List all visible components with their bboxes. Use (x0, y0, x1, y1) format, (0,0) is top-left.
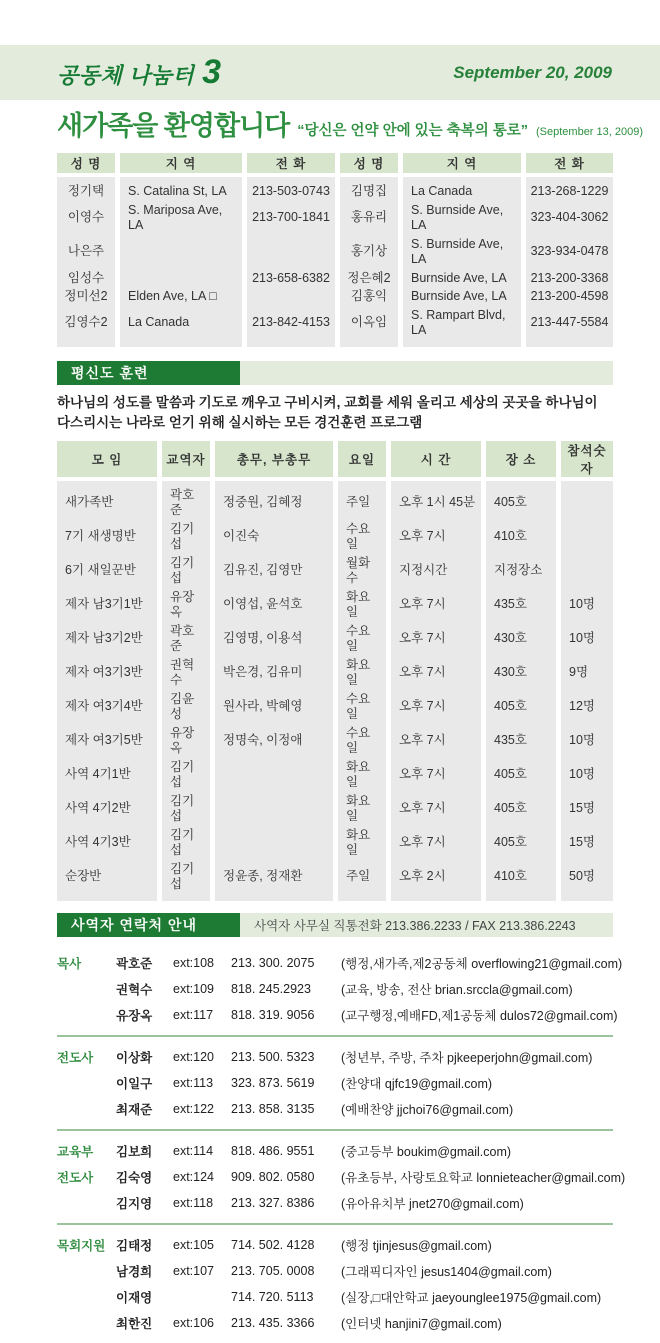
training-cell (215, 792, 333, 826)
member-name: 정기택 (57, 177, 115, 201)
training-cell: 405호 (486, 690, 556, 724)
contact-note: (청년부, 주방, 주차 pjkeeperjohn@gmail.com) (341, 1050, 593, 1065)
training-cell: 순장반 (57, 860, 157, 901)
member-name: 김영수2 (57, 306, 115, 347)
contact-row (57, 1070, 613, 1096)
training-col-header: 장 소 (486, 441, 556, 481)
training-cell (215, 758, 333, 792)
training-col-header: 참석숫자 (561, 441, 613, 481)
training-table-body (57, 481, 613, 901)
member-phone (247, 235, 335, 269)
member-phone: 323-934-0478 (526, 235, 613, 269)
table-row (57, 520, 613, 554)
training-cell: 오후 7시 (391, 792, 481, 826)
table-row (57, 758, 613, 792)
contact-note: (행정,새가족,제2공동체 overflowing21@gmail.com) (341, 956, 623, 971)
contact-name: 유장옥 (116, 1008, 153, 1023)
training-cell: 수요일 (338, 520, 386, 554)
training-cell: 435호 (486, 724, 556, 758)
contact-extension: ext:105 (173, 1237, 215, 1252)
contact-name: 이일구 (116, 1076, 153, 1091)
training-cell: 김윤성 (162, 690, 210, 724)
table-row (57, 235, 613, 269)
training-cell: 정중원, 김혜정 (215, 481, 333, 521)
contact-note: (그래픽디자인 jesus1404@gmail.com) (341, 1264, 552, 1279)
contact-extension: ext:106 (173, 1315, 215, 1330)
member-phone: 213-842-4153 (247, 306, 335, 347)
training-cell: 오후 7시 (391, 656, 481, 690)
member-phone: 323-404-3062 (526, 201, 613, 235)
training-cell: 수요일 (338, 622, 386, 656)
training-description: 하나님의 성도를 말씀과 기도로 깨우고 구비시켜, 교회를 세워 올리고 세상의 곳곳을 하나님이 다스리시는 나라로 얻기 위해 실시하는 모든 경건훈련 프로그램 (57, 394, 598, 430)
member-region: S. Burnside Ave, LA (403, 235, 521, 269)
contact-note: (실장,□대안학교 jaeyounglee1975@gmail.com) (341, 1290, 602, 1305)
table-row (57, 622, 613, 656)
contact-role: 전도사 (57, 1050, 94, 1065)
contact-group (57, 943, 623, 1035)
contact-row (57, 1044, 613, 1070)
masthead (57, 53, 221, 92)
training-cell: 10명 (561, 724, 613, 758)
contact-group (57, 1223, 613, 1343)
table-row (57, 588, 613, 622)
table-row (57, 306, 613, 347)
training-cell: 새가족반 (57, 481, 157, 521)
training-cell: 7기 새생명반 (57, 520, 157, 554)
masthead-banner (0, 45, 660, 100)
training-cell: 오후 7시 (391, 690, 481, 724)
training-cell: 이진숙 (215, 520, 333, 554)
training-cell: 405호 (486, 758, 556, 792)
contact-phone: 818. 486. 9551 (231, 1143, 315, 1158)
new-members-table (52, 153, 618, 347)
member-name: 김명집 (340, 177, 398, 201)
contact-group (57, 1035, 613, 1129)
contact-note: (유초등부, 사랑토요학교 lonnieteacher@gmail.com) (341, 1170, 626, 1185)
training-cell: 430호 (486, 622, 556, 656)
training-cell: 곽호준 (162, 622, 210, 656)
contact-name: 김숙영 (116, 1170, 153, 1185)
training-cell: 정명숙, 이정애 (215, 724, 333, 758)
training-table (52, 441, 618, 901)
training-cell: 제자 남3기1반 (57, 588, 157, 622)
training-cell: 사역 4기2반 (57, 792, 157, 826)
contact-extension: ext:122 (173, 1101, 215, 1116)
training-cell: 화요일 (338, 826, 386, 860)
contact-extension: ext:107 (173, 1263, 215, 1278)
training-cell: 화요일 (338, 792, 386, 826)
member-region: S. Burnside Ave, LA (403, 201, 521, 235)
training-cell: 410호 (486, 520, 556, 554)
contact-note: (유아유치부 jnet270@gmail.com) (341, 1196, 524, 1211)
training-cell: 405호 (486, 826, 556, 860)
training-section-title: 평신도 훈련 (57, 361, 240, 385)
table-row (57, 554, 613, 588)
training-cell: 박은경, 김유미 (215, 656, 333, 690)
member-phone (247, 288, 335, 307)
contact-row (57, 1164, 626, 1190)
contact-note: (교구행정,예배FD,제1공동체 dulos72@gmail.com) (341, 1008, 618, 1023)
contact-group (57, 1129, 626, 1223)
table-row (57, 656, 613, 690)
masthead-title: 공동체 나눔터 (57, 63, 195, 88)
col-header-region: 지 역 (120, 153, 242, 177)
contact-name: 김태정 (116, 1238, 153, 1253)
member-region: Burnside Ave, LA (403, 288, 521, 307)
table-row (57, 177, 613, 201)
member-phone: 213-700-1841 (247, 201, 335, 235)
contacts-section-bar (57, 913, 613, 937)
col-header-name: 성 명 (340, 153, 398, 177)
training-cell: 유장옥 (162, 724, 210, 758)
contact-note: (행정 tjinjesus@gmail.com) (341, 1238, 492, 1253)
page-content (57, 104, 644, 1343)
contact-phone: 213. 300. 2075 (231, 955, 315, 970)
contact-extension: ext:113 (173, 1075, 214, 1090)
welcome-quote: “당신은 언약 안에 있는 축복의 통로” (297, 123, 528, 139)
member-region: S. Rampart Blvd, LA (403, 306, 521, 347)
training-cell: 오후 7시 (391, 588, 481, 622)
member-phone: 213-658-6382 (247, 269, 335, 288)
member-phone: 213-447-5584 (526, 306, 613, 347)
member-phone: 213-268-1229 (526, 177, 613, 201)
training-cell: 김영명, 이용석 (215, 622, 333, 656)
col-header-name: 성 명 (57, 153, 115, 177)
table-row (57, 201, 613, 235)
member-region (120, 269, 242, 288)
table-row (57, 724, 613, 758)
training-cell: 오후 1시 45분 (391, 481, 481, 521)
contacts-section-title: 사역자 연락처 안내 (57, 913, 240, 937)
contact-role: 목사 (57, 956, 82, 971)
training-cell: 화요일 (338, 656, 386, 690)
table-row (57, 826, 613, 860)
contact-name: 곽호준 (116, 956, 153, 971)
member-region: La Canada (403, 177, 521, 201)
training-cell: 10명 (561, 758, 613, 792)
contact-row (57, 1232, 613, 1258)
member-phone: 213-200-4598 (526, 288, 613, 307)
contact-phone: 909. 802. 0580 (231, 1169, 315, 1184)
training-cell: 430호 (486, 656, 556, 690)
training-section-bar (57, 361, 613, 385)
table-row (57, 690, 613, 724)
training-cell: 12명 (561, 690, 613, 724)
training-cell (215, 826, 333, 860)
contact-phone: 213. 705. 0008 (231, 1263, 315, 1278)
training-cell: 유장옥 (162, 588, 210, 622)
contact-phone: 213. 858. 3135 (231, 1101, 315, 1116)
training-cell: 이영섭, 윤석호 (215, 588, 333, 622)
member-phone: 213-200-3368 (526, 269, 613, 288)
contact-phone: 714. 502. 4128 (231, 1237, 315, 1252)
training-cell: 정윤종, 정재환 (215, 860, 333, 901)
member-name: 홍기상 (340, 235, 398, 269)
col-header-phone: 전 화 (247, 153, 335, 177)
training-col-header: 시 간 (391, 441, 481, 481)
member-name: 나은주 (57, 235, 115, 269)
contact-row (57, 1190, 613, 1216)
contact-phone: 818. 319. 9056 (231, 1007, 315, 1022)
training-cell: 오후 2시 (391, 860, 481, 901)
contact-name: 남경희 (116, 1264, 153, 1279)
training-cell: 김기섭 (162, 554, 210, 588)
masthead-date: September 20, 2009 (453, 62, 612, 82)
welcome-title: 새가족을 환영합니다 (57, 111, 290, 141)
member-region: La Canada (120, 306, 242, 347)
contact-note: (찬양대 qjfc19@gmail.com) (341, 1076, 493, 1091)
training-cell: 지정장소 (486, 554, 556, 588)
training-cell: 화요일 (338, 758, 386, 792)
contact-phone: 213. 435. 3366 (231, 1315, 315, 1330)
contact-row (57, 1002, 618, 1028)
member-region: Elden Ave, LA □ (120, 288, 242, 307)
contact-row (57, 1258, 613, 1284)
training-cell: 오후 7시 (391, 622, 481, 656)
training-cell: 수요일 (338, 724, 386, 758)
training-cell: 김유진, 김영만 (215, 554, 333, 588)
training-section-bar-fill (240, 361, 613, 385)
contact-row (57, 976, 613, 1002)
col-header-phone: 전 화 (526, 153, 613, 177)
training-cell: 제자 남3기2반 (57, 622, 157, 656)
new-members-body (57, 177, 613, 347)
member-name: 임성수 (57, 269, 115, 288)
contact-row (57, 1138, 613, 1164)
contact-phone: 213. 500. 5323 (231, 1049, 315, 1064)
contacts-list (57, 943, 626, 1343)
welcome-heading (57, 104, 644, 143)
training-cell: 50명 (561, 860, 613, 901)
training-cell: 화요일 (338, 588, 386, 622)
contact-note: (교육, 방송, 전산 brian.srccla@gmail.com) (341, 982, 573, 997)
member-region: Burnside Ave, LA (403, 269, 521, 288)
training-cell: 김기섭 (162, 826, 210, 860)
training-cell: 사역 4기3반 (57, 826, 157, 860)
training-col-header: 교역자 (162, 441, 210, 481)
training-cell: 410호 (486, 860, 556, 901)
contact-note: (인터넷 hanjini7@gmail.com) (341, 1316, 502, 1331)
member-region (120, 235, 242, 269)
contacts-office-line: 사역자 사무실 직통전화 213.386.2233 / FAX 213.386.2243 (240, 913, 613, 937)
table-row (57, 860, 613, 901)
table-row (57, 269, 613, 288)
col-header-region: 지 역 (403, 153, 521, 177)
contact-row (57, 1284, 613, 1310)
training-cell: 김기섭 (162, 792, 210, 826)
contact-name: 김지영 (116, 1196, 153, 1211)
contact-name: 이상화 (116, 1050, 153, 1065)
training-cell (561, 520, 613, 554)
training-cell: 오후 7시 (391, 520, 481, 554)
contact-role: 전도사 (57, 1170, 94, 1185)
training-cell: 제자 여3기3반 (57, 656, 157, 690)
training-cell: 제자 여3기5반 (57, 724, 157, 758)
contact-role: 교육부 (57, 1144, 94, 1159)
table-row (57, 288, 613, 307)
training-col-header: 요일 (338, 441, 386, 481)
training-cell: 제자 여3기4반 (57, 690, 157, 724)
new-members-header (57, 153, 613, 177)
contact-phone: 818. 245.2923 (231, 981, 311, 996)
contact-name: 김보희 (116, 1144, 153, 1159)
contact-extension: ext:117 (173, 1007, 214, 1022)
welcome-quote-date: (September 13, 2009) (536, 126, 644, 138)
member-phone: 213-503-0743 (247, 177, 335, 201)
training-col-header: 총무, 부총무 (215, 441, 333, 481)
training-cell: 오후 7시 (391, 826, 481, 860)
member-name: 이영수 (57, 201, 115, 235)
contact-name: 권혁수 (116, 982, 153, 997)
training-cell: 주일 (338, 860, 386, 901)
contact-phone: 213. 327. 8386 (231, 1195, 315, 1210)
training-cell: 수요일 (338, 690, 386, 724)
training-cell: 10명 (561, 622, 613, 656)
contact-extension: ext:108 (173, 955, 215, 970)
table-row (57, 481, 613, 521)
contact-extension: ext:118 (173, 1195, 214, 1210)
training-cell: 435호 (486, 588, 556, 622)
member-name: 홍유리 (340, 201, 398, 235)
contact-note: (중고등부 boukim@gmail.com) (341, 1144, 512, 1159)
contact-name: 이재영 (116, 1290, 153, 1305)
contact-row (57, 1310, 613, 1336)
masthead-issue-number: 3 (202, 53, 222, 91)
member-name: 김홍익 (340, 288, 398, 307)
contact-phone: 714. 720. 5113 (231, 1289, 314, 1304)
training-cell: 곽호준 (162, 481, 210, 521)
training-cell: 지정시간 (391, 554, 481, 588)
training-cell: 주일 (338, 481, 386, 521)
member-name: 정미선2 (57, 288, 115, 307)
training-cell: 사역 4기1반 (57, 758, 157, 792)
training-cell: 김기섭 (162, 758, 210, 792)
training-cell: 15명 (561, 826, 613, 860)
contact-row (57, 950, 623, 976)
contact-extension: ext:124 (173, 1169, 215, 1184)
member-name: 이옥임 (340, 306, 398, 347)
member-name: 정은혜2 (340, 269, 398, 288)
contact-role: 목회지원 (57, 1238, 106, 1253)
contact-extension: ext:120 (173, 1049, 215, 1064)
table-row (57, 792, 613, 826)
training-cell: 6기 새일꾼반 (57, 554, 157, 588)
contact-row (57, 1096, 613, 1122)
training-cell (561, 481, 613, 521)
contact-extension: ext:109 (173, 981, 215, 996)
training-cell: 오후 7시 (391, 724, 481, 758)
training-col-header: 모 임 (57, 441, 157, 481)
member-region: S. Catalina St, LA (120, 177, 242, 201)
training-cell: 김기섭 (162, 860, 210, 901)
training-cell: 김기섭 (162, 520, 210, 554)
contact-note: (예배찬양 jjchoi76@gmail.com) (341, 1102, 514, 1117)
training-cell: 9명 (561, 656, 613, 690)
training-cell: 405호 (486, 481, 556, 521)
training-cell: 권혁수 (162, 656, 210, 690)
training-cell: 오후 7시 (391, 758, 481, 792)
training-cell: 405호 (486, 792, 556, 826)
member-region: S. Mariposa Ave, LA (120, 201, 242, 235)
contact-extension: ext:114 (173, 1143, 214, 1158)
contact-name: 최한진 (116, 1316, 153, 1331)
training-cell: 원사라, 박혜영 (215, 690, 333, 724)
training-cell: 월화수 (338, 554, 386, 588)
contact-phone: 323. 873. 5619 (231, 1075, 315, 1090)
training-cell: 10명 (561, 588, 613, 622)
training-table-header (57, 441, 613, 481)
training-cell: 15명 (561, 792, 613, 826)
training-cell (561, 554, 613, 588)
contact-name: 최재준 (116, 1102, 153, 1117)
